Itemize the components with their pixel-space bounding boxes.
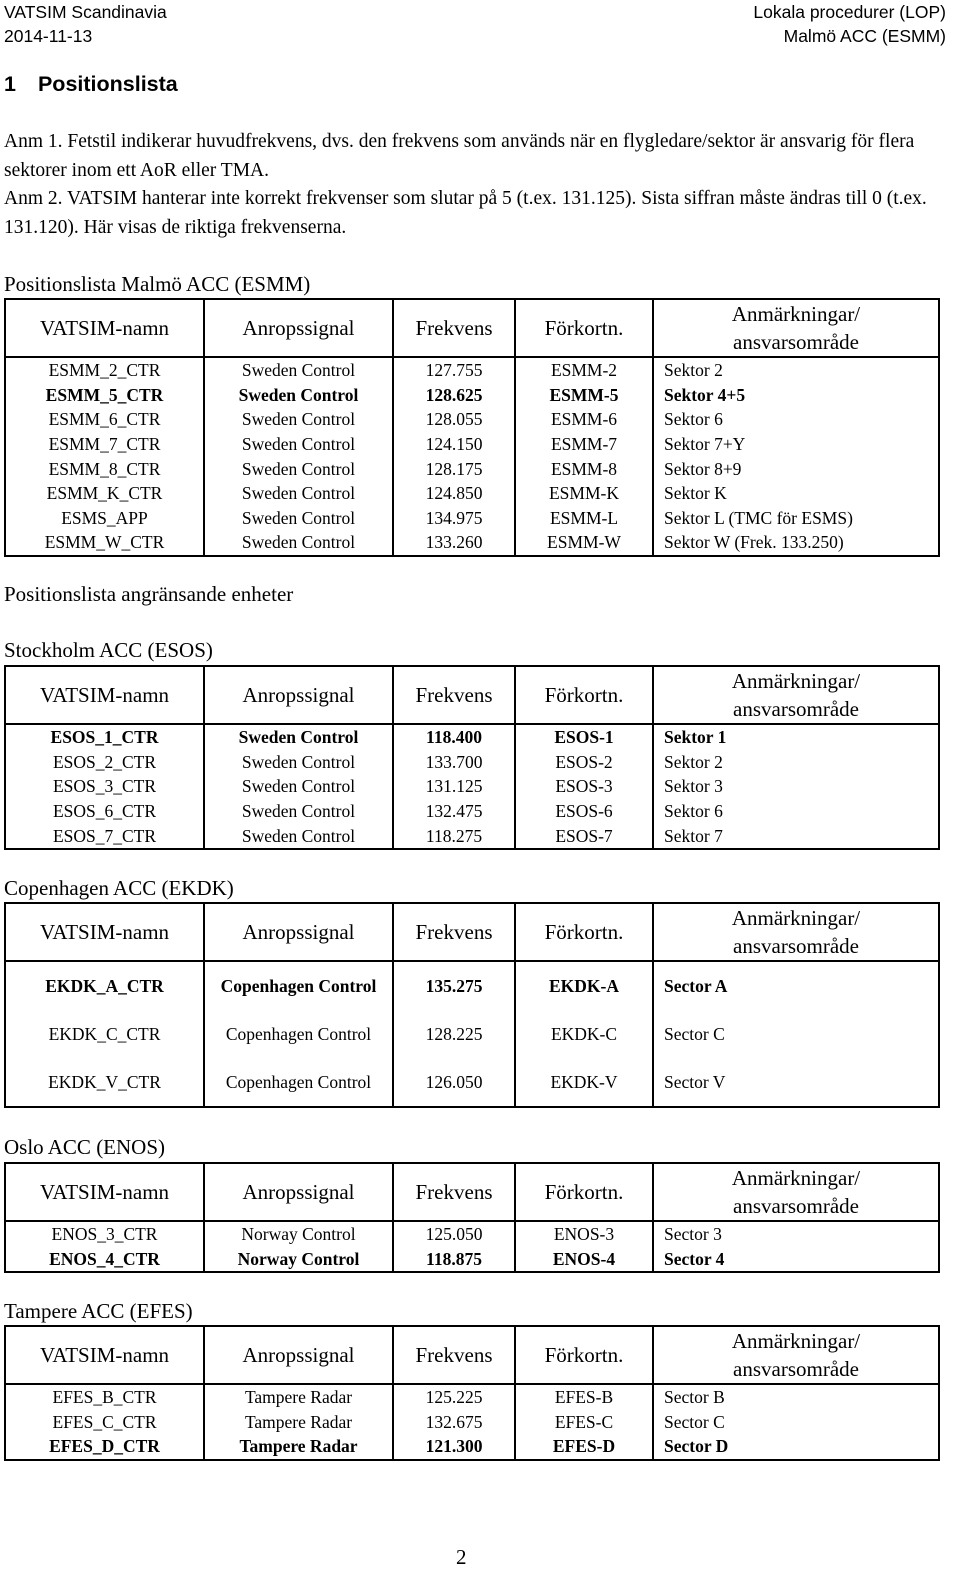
remarks-line-1: Anmärkningar/ xyxy=(731,906,861,930)
cell-callsign: Tampere Radar xyxy=(204,1434,393,1460)
cell-vatsim-name: EKDK_V_CTR xyxy=(5,1058,204,1107)
header-right xyxy=(753,0,946,48)
cell-frequency: 124.850 xyxy=(393,481,515,506)
cell-remarks: Sektor 6 xyxy=(653,799,939,824)
col-header-name: VATSIM-namn xyxy=(5,299,204,357)
col-header-freq: Frekvens xyxy=(393,299,515,357)
cell-remarks: Sektor L (TMC för ESMS) xyxy=(653,506,939,531)
cell-callsign: Sweden Control xyxy=(204,724,393,750)
col-header-abbr: Förkortn. xyxy=(515,903,653,961)
cell-vatsim-name: ESMM_7_CTR xyxy=(5,432,204,457)
cell-abbreviation: ESOS-1 xyxy=(515,724,653,750)
table-row xyxy=(5,750,939,775)
cell-callsign: Tampere Radar xyxy=(204,1410,393,1435)
oslo-table xyxy=(4,1162,940,1273)
cell-vatsim-name: ESOS_2_CTR xyxy=(5,750,204,775)
note-1: Anm 1. Fetstil indikerar huvudfrekvens, dvs. den frekvens som används när en flygledare/sektor är ansvarig för flera sektorer inom ett AoR eller TMA. xyxy=(4,131,915,181)
cell-callsign: Sweden Control xyxy=(204,823,393,849)
cell-remarks: Sektor W (Frek. 133.250) xyxy=(653,530,939,556)
col-header-abbr: Förkortn. xyxy=(515,1326,653,1384)
cell-abbreviation: ESMM-2 xyxy=(515,357,653,383)
remarks-line-2: ansvarsområde xyxy=(733,697,859,721)
cell-remarks: Sector B xyxy=(653,1384,939,1410)
cell-callsign: Sweden Control xyxy=(204,432,393,457)
table-row xyxy=(5,823,939,849)
cell-vatsim-name: EFES_D_CTR xyxy=(5,1434,204,1460)
col-header-remarks xyxy=(653,1163,939,1221)
tampere-title: Tampere ACC (EFES) xyxy=(4,1299,193,1323)
col-header-name: VATSIM-namn xyxy=(5,1326,204,1384)
cell-vatsim-name: EKDK_C_CTR xyxy=(5,1010,204,1058)
page-header xyxy=(4,0,946,52)
col-header-abbr: Förkortn. xyxy=(515,1163,653,1221)
col-header-callsign: Anropssignal xyxy=(204,1163,393,1221)
section-number: 1 xyxy=(4,72,16,96)
stockholm-title: Stockholm ACC (ESOS) xyxy=(4,638,213,662)
cell-vatsim-name: EFES_C_CTR xyxy=(5,1410,204,1435)
cell-vatsim-name: ENOS_3_CTR xyxy=(5,1221,204,1247)
cell-frequency: 127.755 xyxy=(393,357,515,383)
table-row xyxy=(5,432,939,457)
cell-frequency: 118.400 xyxy=(393,724,515,750)
cell-remarks: Sektor 3 xyxy=(653,774,939,799)
copenhagen-table xyxy=(4,902,940,1108)
cell-callsign: Copenhagen Control xyxy=(204,1010,393,1058)
cell-remarks: Sektor 4+5 xyxy=(653,383,939,408)
cell-callsign: Copenhagen Control xyxy=(204,961,393,1010)
cell-frequency: 134.975 xyxy=(393,506,515,531)
cell-abbreviation: EFES-B xyxy=(515,1384,653,1410)
cell-callsign: Norway Control xyxy=(204,1221,393,1247)
notes xyxy=(4,128,934,242)
cell-vatsim-name: ENOS_4_CTR xyxy=(5,1247,204,1273)
header-left xyxy=(4,0,167,48)
cell-frequency: 125.050 xyxy=(393,1221,515,1247)
header-row xyxy=(5,1163,939,1221)
remarks-line-1: Anmärkningar/ xyxy=(731,302,861,326)
cell-vatsim-name: EKDK_A_CTR xyxy=(5,961,204,1010)
table-row xyxy=(5,1221,939,1247)
cell-abbreviation: ESOS-6 xyxy=(515,799,653,824)
cell-callsign: Sweden Control xyxy=(204,774,393,799)
cell-abbreviation: ENOS-3 xyxy=(515,1221,653,1247)
cell-remarks: Sektor 6 xyxy=(653,407,939,432)
cell-remarks: Sector A xyxy=(653,961,939,1010)
cell-callsign: Sweden Control xyxy=(204,456,393,481)
cell-remarks: Sektor 2 xyxy=(653,357,939,383)
cell-frequency: 132.675 xyxy=(393,1410,515,1435)
header-date: 2014-11-13 xyxy=(4,26,93,46)
cell-abbreviation: ESOS-7 xyxy=(515,823,653,849)
table-row xyxy=(5,530,939,556)
table-row xyxy=(5,1247,939,1273)
cell-abbreviation: EKDK-V xyxy=(515,1058,653,1107)
cell-vatsim-name: ESMM_W_CTR xyxy=(5,530,204,556)
cell-callsign: Sweden Control xyxy=(204,357,393,383)
cell-abbreviation: EFES-D xyxy=(515,1434,653,1460)
cell-callsign: Sweden Control xyxy=(204,383,393,408)
cell-vatsim-name: ESMM_2_CTR xyxy=(5,357,204,383)
cell-remarks: Sector 4 xyxy=(653,1247,939,1273)
cell-frequency: 121.300 xyxy=(393,1434,515,1460)
header-org: VATSIM Scandinavia xyxy=(4,2,167,22)
header-unit: Malmö ACC (ESMM) xyxy=(783,26,946,46)
col-header-remarks xyxy=(653,1326,939,1384)
table-row xyxy=(5,383,939,408)
table-row xyxy=(5,961,939,1010)
table-row xyxy=(5,481,939,506)
col-header-freq: Frekvens xyxy=(393,903,515,961)
cell-abbreviation: ESOS-2 xyxy=(515,750,653,775)
table-row xyxy=(5,774,939,799)
col-header-remarks xyxy=(653,299,939,357)
cell-callsign: Tampere Radar xyxy=(204,1384,393,1410)
remarks-line-2: ansvarsområde xyxy=(733,934,859,958)
cell-callsign: Norway Control xyxy=(204,1247,393,1273)
col-header-abbr: Förkortn. xyxy=(515,666,653,724)
cell-callsign: Sweden Control xyxy=(204,407,393,432)
table-row xyxy=(5,506,939,531)
cell-callsign: Sweden Control xyxy=(204,506,393,531)
malmo-title: Positionslista Malmö ACC (ESMM) xyxy=(4,272,311,296)
table-row xyxy=(5,1434,939,1460)
col-header-name: VATSIM-namn xyxy=(5,903,204,961)
adjacent-title: Positionslista angränsande enheter xyxy=(4,582,294,606)
cell-frequency: 135.275 xyxy=(393,961,515,1010)
cell-remarks: Sektor 8+9 xyxy=(653,456,939,481)
header-row xyxy=(5,903,939,961)
cell-abbreviation: EKDK-A xyxy=(515,961,653,1010)
remarks-line-2: ansvarsområde xyxy=(733,1194,859,1218)
cell-frequency: 118.875 xyxy=(393,1247,515,1273)
cell-frequency: 128.625 xyxy=(393,383,515,408)
cell-remarks: Sector 3 xyxy=(653,1221,939,1247)
col-header-remarks xyxy=(653,666,939,724)
col-header-callsign: Anropssignal xyxy=(204,1326,393,1384)
cell-abbreviation: ENOS-4 xyxy=(515,1247,653,1273)
cell-abbreviation: ESMM-5 xyxy=(515,383,653,408)
cell-abbreviation: ESMM-8 xyxy=(515,456,653,481)
col-header-callsign: Anropssignal xyxy=(204,299,393,357)
remarks-line-1: Anmärkningar/ xyxy=(731,1329,861,1353)
table-row xyxy=(5,1010,939,1058)
copenhagen-title: Copenhagen ACC (EKDK) xyxy=(4,876,234,900)
tampere-table xyxy=(4,1325,940,1461)
col-header-freq: Frekvens xyxy=(393,1163,515,1221)
cell-vatsim-name: ESMS_APP xyxy=(5,506,204,531)
oslo-title: Oslo ACC (ENOS) xyxy=(4,1135,166,1159)
table-row xyxy=(5,357,939,383)
table-row xyxy=(5,456,939,481)
section-heading xyxy=(4,72,178,97)
cell-abbreviation: ESMM-W xyxy=(515,530,653,556)
remarks-line-2: ansvarsområde xyxy=(733,330,859,354)
header-row xyxy=(5,666,939,724)
col-header-callsign: Anropssignal xyxy=(204,666,393,724)
cell-remarks: Sektor 1 xyxy=(653,724,939,750)
cell-abbreviation: ESMM-6 xyxy=(515,407,653,432)
table-row xyxy=(5,1410,939,1435)
col-header-remarks xyxy=(653,903,939,961)
header-doc-title: Lokala procedurer (LOP) xyxy=(753,2,946,22)
remarks-line-1: Anmärkningar/ xyxy=(731,669,861,693)
col-header-name: VATSIM-namn xyxy=(5,1163,204,1221)
table-row xyxy=(5,1384,939,1410)
cell-frequency: 128.175 xyxy=(393,456,515,481)
cell-vatsim-name: ESMM_K_CTR xyxy=(5,481,204,506)
malmo-table xyxy=(4,298,940,557)
stockholm-table xyxy=(4,665,940,850)
cell-frequency: 133.260 xyxy=(393,530,515,556)
cell-vatsim-name: ESMM_5_CTR xyxy=(5,383,204,408)
col-header-freq: Frekvens xyxy=(393,666,515,724)
cell-remarks: Sector D xyxy=(653,1434,939,1460)
cell-vatsim-name: ESOS_1_CTR xyxy=(5,724,204,750)
section-title: Positionslista xyxy=(37,72,178,96)
cell-frequency: 133.700 xyxy=(393,750,515,775)
cell-frequency: 128.055 xyxy=(393,407,515,432)
cell-abbreviation: ESMM-L xyxy=(515,506,653,531)
cell-abbreviation: ESOS-3 xyxy=(515,774,653,799)
remarks-line-2: ansvarsområde xyxy=(733,1357,859,1381)
cell-abbreviation: EKDK-C xyxy=(515,1010,653,1058)
table-row xyxy=(5,407,939,432)
cell-vatsim-name: ESMM_8_CTR xyxy=(5,456,204,481)
col-header-name: VATSIM-namn xyxy=(5,666,204,724)
cell-remarks: Sektor 7+Y xyxy=(653,432,939,457)
cell-remarks: Sektor 2 xyxy=(653,750,939,775)
cell-vatsim-name: EFES_B_CTR xyxy=(5,1384,204,1410)
cell-frequency: 128.225 xyxy=(393,1010,515,1058)
cell-vatsim-name: ESOS_3_CTR xyxy=(5,774,204,799)
cell-frequency: 132.475 xyxy=(393,799,515,824)
col-header-freq: Frekvens xyxy=(393,1326,515,1384)
cell-callsign: Copenhagen Control xyxy=(204,1058,393,1107)
cell-abbreviation: EFES-C xyxy=(515,1410,653,1435)
header-row xyxy=(5,299,939,357)
cell-frequency: 118.275 xyxy=(393,823,515,849)
note-2: Anm 2. VATSIM hanterar inte korrekt frekvenser som slutar på 5 (t.ex. 131.125). Sista siffran måste ändras till 0 (t.ex. 131.120). Här visas de riktiga frekvenserna. xyxy=(4,188,927,238)
cell-remarks: Sector C xyxy=(653,1410,939,1435)
header-row xyxy=(5,1326,939,1384)
cell-frequency: 125.225 xyxy=(393,1384,515,1410)
cell-abbreviation: ESMM-K xyxy=(515,481,653,506)
cell-frequency: 124.150 xyxy=(393,432,515,457)
table-row xyxy=(5,724,939,750)
cell-frequency: 126.050 xyxy=(393,1058,515,1107)
table-row xyxy=(5,799,939,824)
cell-vatsim-name: ESMM_6_CTR xyxy=(5,407,204,432)
page-number: 2 xyxy=(456,1545,467,1569)
cell-callsign: Sweden Control xyxy=(204,799,393,824)
remarks-line-1: Anmärkningar/ xyxy=(731,1166,861,1190)
col-header-callsign: Anropssignal xyxy=(204,903,393,961)
col-header-abbr: Förkortn. xyxy=(515,299,653,357)
cell-remarks: Sector V xyxy=(653,1058,939,1107)
cell-vatsim-name: ESOS_6_CTR xyxy=(5,799,204,824)
cell-callsign: Sweden Control xyxy=(204,750,393,775)
cell-remarks: Sektor 7 xyxy=(653,823,939,849)
cell-callsign: Sweden Control xyxy=(204,530,393,556)
cell-callsign: Sweden Control xyxy=(204,481,393,506)
cell-abbreviation: ESMM-7 xyxy=(515,432,653,457)
cell-frequency: 131.125 xyxy=(393,774,515,799)
cell-remarks: Sector C xyxy=(653,1010,939,1058)
cell-remarks: Sektor K xyxy=(653,481,939,506)
cell-vatsim-name: ESOS_7_CTR xyxy=(5,823,204,849)
table-row xyxy=(5,1058,939,1107)
